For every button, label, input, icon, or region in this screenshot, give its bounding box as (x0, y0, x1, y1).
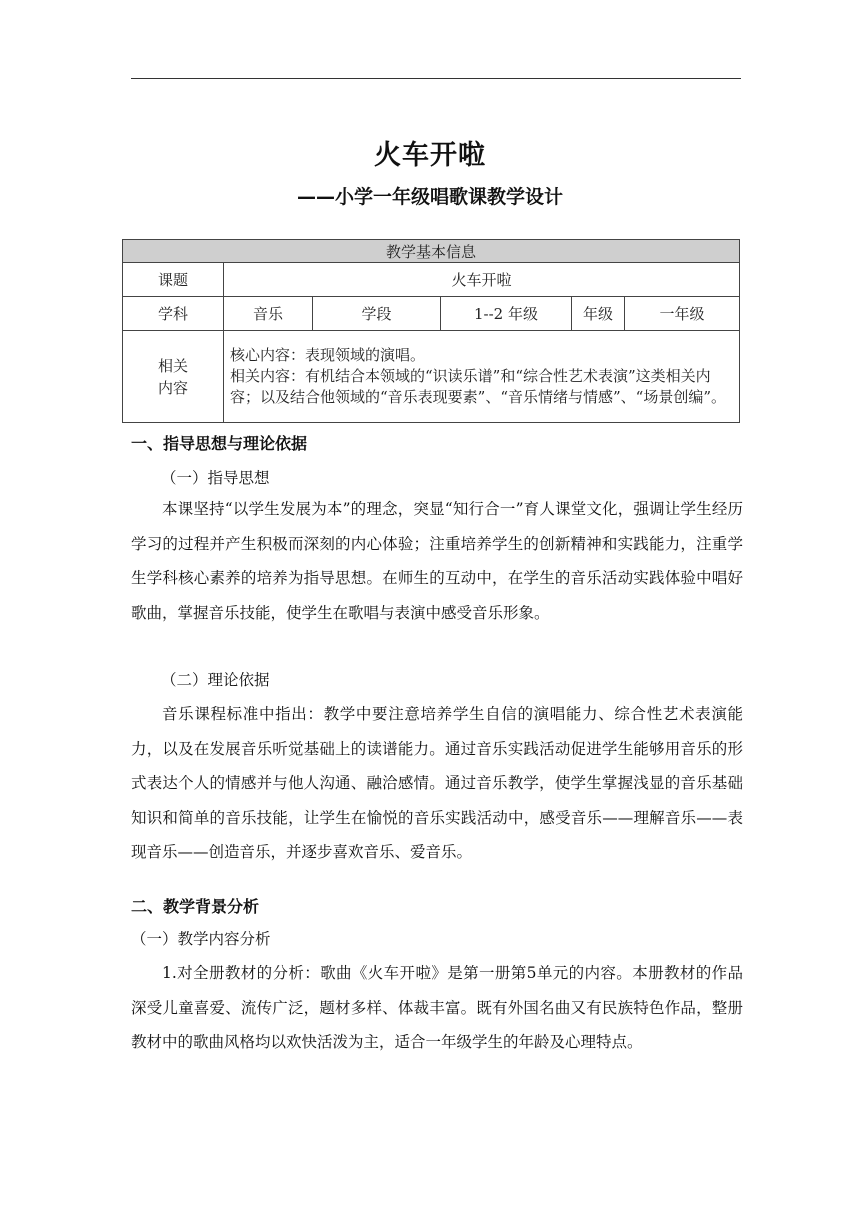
stage-value: 1--2 年级 (441, 297, 572, 331)
document-title: 火车开啦 (374, 140, 486, 171)
related-label-line1: 相关 (157, 356, 188, 375)
section2-heading: 二、教学背景分析 (131, 897, 260, 916)
section1-sub2-paragraph: 音乐课程标准中指出：教学中要注意培养学生自信的演唱能力、综合性艺术表演能力，以及在发展音乐听觉基础上的读谱能力。通过音乐实践活动促进学生能够用音乐的形式表达个人的情感并与他人沟通、融洽感情。通过音乐教学，使学生掌握浅显的音乐基础知识和简单的音乐技能，让学生在愉悦的音乐实践活动中，感受音乐——理解音乐——表现音乐——创造音乐，并逐步喜欢音乐、爱音乐。 (131, 705, 743, 861)
section1-sub2-heading: （二）理论依据 (161, 671, 270, 689)
grade-label: 年级 (572, 297, 625, 331)
header-rule (131, 78, 741, 79)
subject-label: 学科 (123, 297, 224, 331)
basic-info-table (122, 239, 740, 423)
stage-label: 学段 (313, 297, 441, 331)
section1-sub1-paragraph: 本课坚持“以学生发展为本”的理念，突显“知行合一”育人课堂文化，强调让学生经历学习的过程并产生积极而深刻的内心体验；注重培养学生的创新精神和实践能力，注重学生学科核心素养的培养为指导思想。在师生的互动中，在学生的音乐活动实践体验中唱好歌曲，掌握音乐技能，使学生在歌唱与表演中感受音乐形象。 (131, 500, 743, 622)
related-content-value (224, 331, 740, 423)
related-label-line2: 内容 (157, 378, 188, 397)
section1-heading: 一、指导思想与理论依据 (131, 434, 308, 453)
section1-sub1-heading: （一）指导思想 (161, 469, 270, 487)
table-header: 教学基本信息 (123, 240, 740, 263)
section2-sub1-paragraph: 1.对全册教材的分析：歌曲《火车开啦》是第一册第5单元的内容。本册教材的作品深受儿童喜爱、流传广泛，题材多样、体裁丰富。既有外国名曲又有民族特色作品，整册教材中的歌曲风格均以欢快活泼为主，适合一年级学生的年龄及心理特点。 (131, 964, 743, 1051)
topic-value: 火车开啦 (224, 263, 740, 297)
document-subtitle: ——小学一年级唱歌课教学设计 (296, 186, 563, 208)
topic-label: 课题 (123, 263, 224, 297)
related-content-line: 相关内容：有机结合本领域的“识读乐谱”和“综合性艺术表演”这类相关内容；以及结合他领域的“音乐表现要素”、“音乐情绪与情感”、“场景创编”。 (230, 367, 727, 406)
grade-value: 一年级 (625, 297, 740, 331)
related-content-label (123, 331, 224, 423)
section2-sub1-heading: （一）教学内容分析 (131, 930, 271, 948)
subject-value: 音乐 (224, 297, 313, 331)
core-content-line: 核心内容：表现领域的演唱。 (230, 346, 426, 364)
